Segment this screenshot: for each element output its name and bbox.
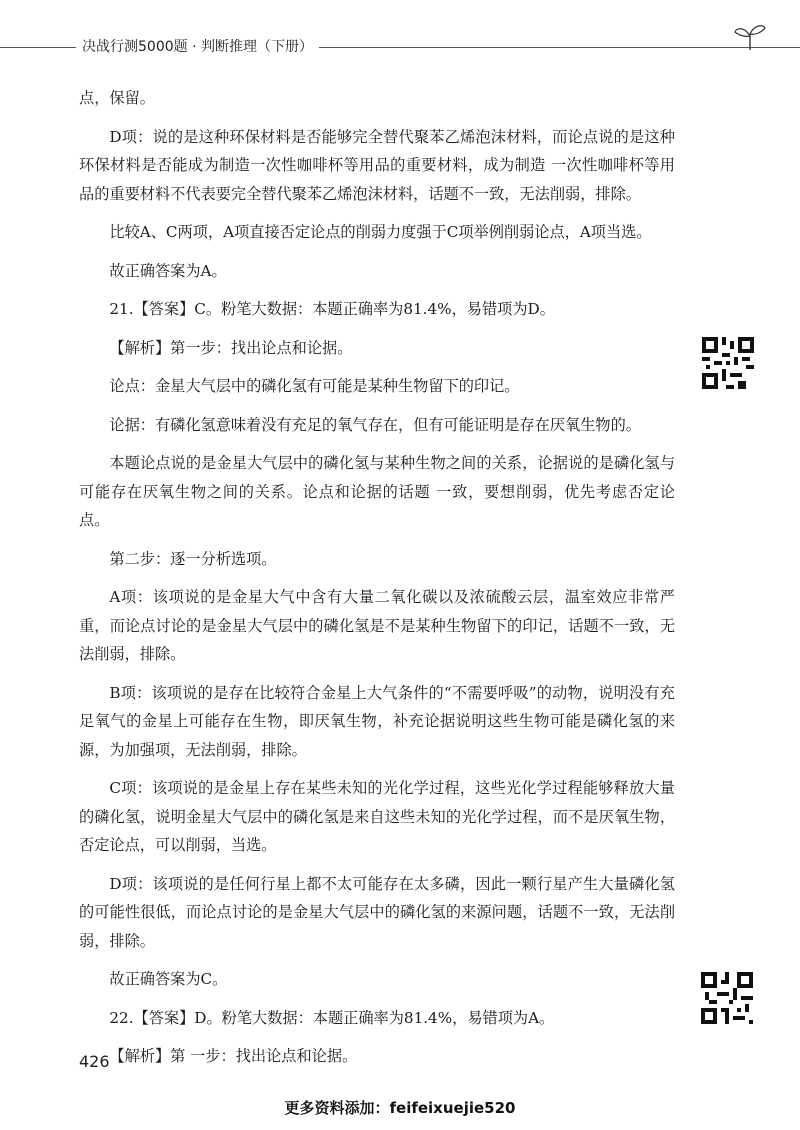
paragraph-continuation: 点，保留。: [79, 89, 155, 107]
paragraph-comparison: 比较A、C两项，A项直接否定论点的削弱力度强于C项举例削弱论点，A项当选。: [109, 223, 652, 241]
paragraph-answer-22: 22.【答案】D。粉笔大数据：本题正确率为81.4%，易错项为A。: [109, 1008, 555, 1027]
paragraph-answer-20: 故正确答案为A。: [109, 261, 227, 280]
paragraph-answer-21-final: 故正确答案为C。: [109, 970, 228, 988]
paragraph-option-d-analysis-20: D项：说的是这种环保材料是否能够完全替代聚苯乙烯泡沫材料，而论点说的是这种环保材料是否能成为制造一次性咖啡杯等用品的重要材料，成为制造 一次性咖啡杯等用品的重要材料不代表要完全替代聚苯乙烯泡沫材料，话题不一致，无法削弱，排除。: [79, 127, 675, 203]
paragraph-reasoning: 本题论点说的是金星大气层中的磷化氢与某种生物之间的关系，论据说的是磷化氢与可能存在厌氧生物之间的关系。论点和论据的话题 一致，要想削弱，优先考虑否定论点。: [79, 454, 675, 529]
paragraph-option-b: B项：该项说的是存在比较符合金星上大气条件的“不需要呼吸”的动物，说明没有充足氧气的金星上可能存在生物，即厌氧生物，补充论据说明这些生物可能是磷化氢的来源，为加强项，无法削弱，排除。: [79, 683, 675, 759]
paragraph-step-two: 第二步：逐一分析选项。: [109, 549, 277, 568]
paragraph-answer-21: 21.【答案】C。粉笔大数据：本题正确率为81.4%，易错项为D。: [109, 300, 555, 318]
sprout-icon: [732, 22, 768, 52]
running-header: 决战行测5000题 · 判断推理（下册）: [76, 36, 319, 56]
page-number: 426: [79, 1052, 110, 1071]
qr-code-graphic-21: [702, 337, 754, 389]
paragraph-analysis-heading-21: 【解析】第一步：找出论点和论据。: [109, 338, 353, 357]
paragraph-evidence: 论据：有磷化氢意味着没有充足的氧气存在，但有可能证明是存在厌氧生物的。: [109, 415, 641, 434]
page-body: [79, 84, 675, 1081]
footer-watermark-text: 更多资料添加：feifeixuejie520: [284, 1099, 516, 1117]
qr-code-icon[interactable]: [701, 972, 753, 1024]
qr-code-graphic-22: [701, 972, 753, 1024]
paragraph-analysis-heading-22: 【解析】第 一步：找出论点和论据。: [109, 1047, 358, 1065]
qr-code-icon[interactable]: [702, 337, 754, 389]
paragraph-option-c: C项：该项说的是金星上存在某些未知的光化学过程，这些光化学过程能够释放大量的磷化氢，说明金星大气层中的磷化氢是来自这些未知的光化学过程，而不是厌氧生物，否定论点，可以削弱，当选。: [79, 779, 675, 854]
paragraph-option-a: A项：该项说的是金星大气中含有大量二氧化碳以及浓硫酸云层，温室效应非常严重，而论点讨论的是金星大气层中的磷化氢是不是某种生物留下的印记，话题不一致，无法削弱，排除。: [79, 588, 675, 663]
paragraph-option-d: D项：该项说的是任何行星上都不太可能存在太多磷，因此一颗行星产生大量磷化氢的可能性很低，而论点讨论的是金星大气层中的磷化氢的来源问题，话题不一致，无法削弱，排除。: [79, 874, 675, 950]
paragraph-thesis: 论点：金星大气层中的磷化氢有可能是某种生物留下的印记。: [109, 377, 520, 395]
